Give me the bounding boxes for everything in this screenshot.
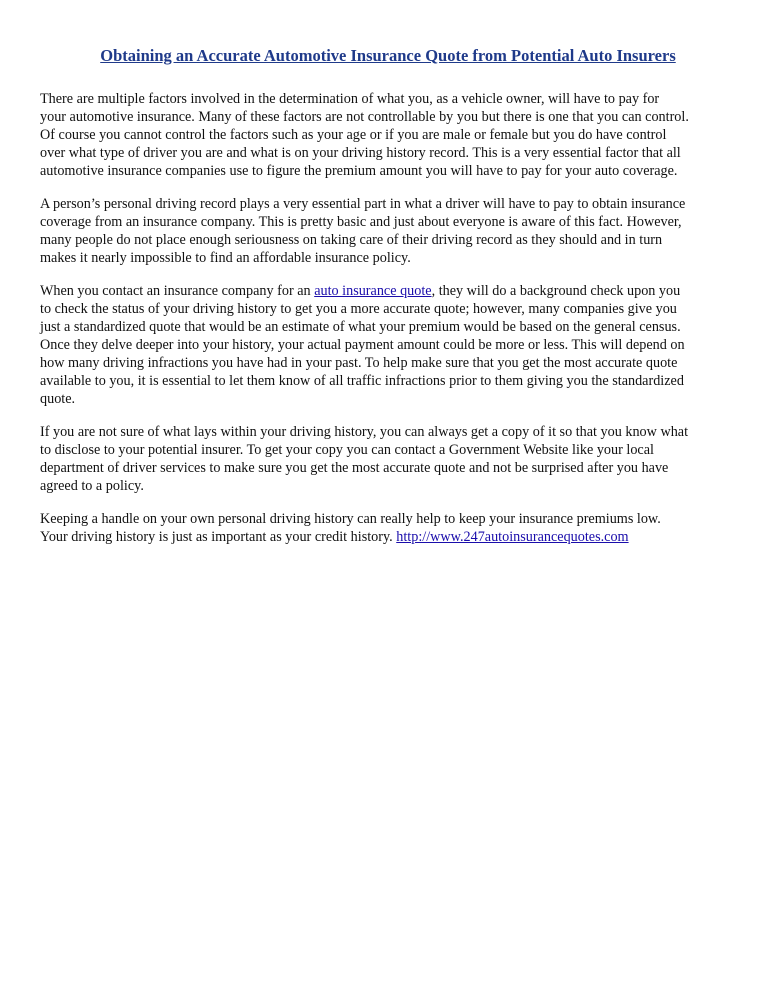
paragraph-4-line-1: If you are not sure of what lays within your driving history, you can always get a copy of it so that you know what [40,424,689,440]
paragraph-4 [40,423,732,495]
paragraph-5-line-1: Keeping a handle on your own personal driving history can really help to keep your insurance premiums low. [40,511,661,527]
paragraph-4-line-2: to disclose to your potential insurer. To get your copy you can contact a Government Website like your local [40,442,654,458]
paragraph-5-text-before-link: Your driving history is just as important as your credit history. [40,529,397,545]
paragraph-3-line-4: Once they delve deeper into your history, your actual payment amount could be more or less. This will depend on [40,337,685,353]
paragraph-4-line-3: department of driver services to make sure you get the most accurate quote and not be surprised after you have [40,460,669,476]
paragraph-1-line-1: There are multiple factors involved in the determination of what you, as a vehicle owner, will have to pay for [40,91,660,107]
document-body [40,90,732,561]
paragraph-3-text-before-link: When you contact an insurance company for an [40,283,315,299]
paragraph-3-text-after-link: , they will do a background check upon you [431,283,681,299]
paragraph-2-line-4: makes it nearly impossible to find an affordable insurance policy. [40,250,411,266]
auto-insurance-quote-link[interactable]: auto insurance quote [314,283,432,299]
paragraph-3 [40,282,732,408]
paragraph-3-line-1 [40,282,732,300]
paragraph-3-line-5: how many driving infractions you have had in your past. To help make sure that you get the most accurate quote [40,355,678,371]
paragraph-5-line-2 [40,528,732,546]
paragraph-2-line-3: many people do not place enough seriousness on taking care of their driving record as they should and in turn [40,232,663,248]
paragraph-3-line-6: available to you, it is essential to let them know of all traffic infractions prior to them giving you the standardized [40,373,684,389]
paragraph-1-line-3: Of course you cannot control the factors such as your age or if you are male or female but you do have control [40,127,667,143]
paragraph-4-line-4: agreed to a policy. [40,478,144,494]
paragraph-1-line-2: your automotive insurance. Many of these factors are not controllable by you but there is one that you can control. [40,109,689,125]
paragraph-1-line-5: automotive insurance companies use to figure the premium amount you will have to pay for your auto coverage. [40,163,678,179]
paragraph-1 [40,90,732,180]
paragraph-3-line-2: to check the status of your driving history to get you a more accurate quote; however, many companies give you [40,301,677,317]
paragraph-2-line-1: A person’s personal driving record plays a very essential part in what a driver will have to pay to obtain insurance [40,196,686,212]
website-url-link[interactable]: http://www.247autoinsurancequotes.com [396,529,629,545]
paragraph-2-line-2: coverage from an insurance company. This is pretty basic and just about everyone is aware of this fact. However, [40,214,682,230]
document-title: Obtaining an Accurate Automotive Insurance Quote from Potential Auto Insurers [100,46,676,65]
paragraph-1-line-4: over what type of driver you are and what is on your driving history record. This is a very essential factor that all [40,145,681,161]
paragraph-3-line-3: just a standardized quote that would be an estimate of what your premium would be based on the general census. [40,319,681,335]
paragraph-3-line-7: quote. [40,391,76,407]
paragraph-5 [40,510,732,546]
paragraph-2 [40,195,732,267]
